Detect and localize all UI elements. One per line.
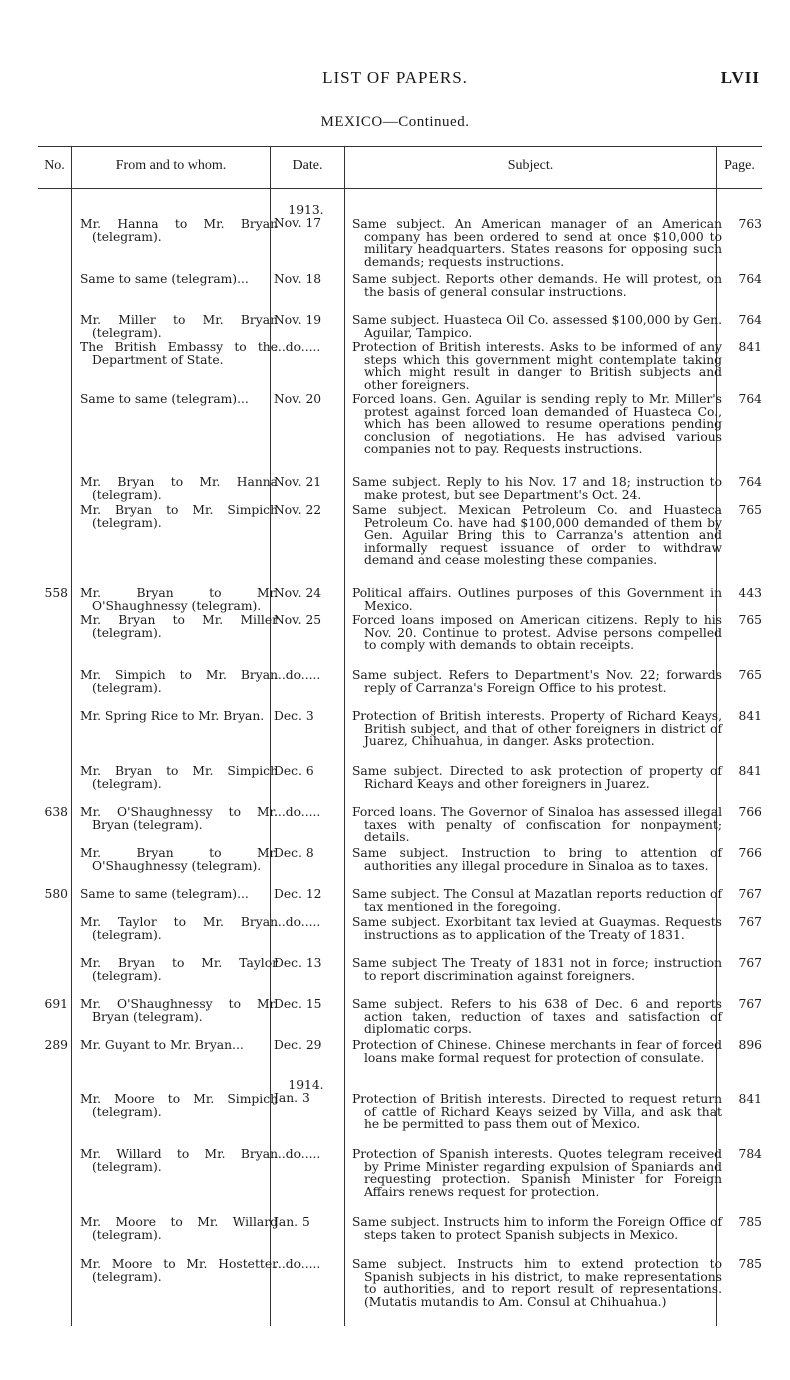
entry-page: 767 [738,997,762,1011]
page-title: LIST OF PAPERS. [322,68,468,87]
entry-from-to: Mr. Moore to Mr. Hostetter (telegram). [80,1257,278,1284]
column-divider-1 [71,146,72,1326]
entry-date: Nov. 24 [274,586,322,600]
entry-date: Nov. 25 [274,613,322,627]
header-subject: Subject. [507,158,554,173]
entry-subject: Protection of British interests. Property of Richard Keays, British subject, and that of other foreigners in district of Juarez, Chihuahua, in danger. Asks protection. [352,709,722,749]
entry-page: 766 [738,805,762,819]
entry-from-to: The British Embassy to the Department of State. [80,340,278,367]
table-top-rule [38,146,762,147]
entry-subject: Same subject. Exorbitant tax levied at Guaymas. Requests instructions as to application of the Treaty of 1831. [352,915,722,942]
entry-from-to: Mr. Bryan to Mr. Simpich (telegram). [80,764,278,791]
entry-subject: Same subject. Instructs him to inform the Foreign Office of steps taken to protect Spanish subjects in Mexico. [352,1215,722,1242]
entry-page: 764 [738,475,762,489]
entry-date: ...do..... [274,340,321,354]
entry-number: 638 [44,805,68,819]
entry-subject: Same subject. Reports other demands. He will protest, on the basis of general consular instructions. [352,272,722,299]
entry-date: 1914. Jan. 3 [274,1079,338,1104]
entry-page: 765 [738,613,762,627]
entry-date: Nov. 21 [274,475,322,489]
entry-from-to: Same to same (telegram)... [80,887,249,901]
entry-subject: Same subject. Instructs him to extend protection to Spanish subjects in his district, to make representations to authorities, and to report result of representations. (Mutatis mutandis to Am. Consul at Chihuahua.) [352,1257,722,1309]
entry-subject: Same subject. Directed to ask protection of property of Richard Keays and other foreigners in Juarez. [352,764,722,791]
entry-page: 785 [738,1257,762,1271]
entry-from-to: Mr. Simpich to Mr. Bryan (telegram). [80,668,278,695]
entry-page: 767 [738,915,762,929]
entry-date: ...do..... [274,915,321,929]
entry-page: 785 [738,1215,762,1229]
entry-from-to: Mr. Miller to Mr. Bryan (telegram). [80,313,278,340]
entry-date: ...do..... [274,1147,321,1161]
entry-number: 691 [44,997,68,1011]
table-header-rule [38,188,762,189]
entry-subject: Same subject. The Consul at Mazatlan reports reduction of tax mentioned in the foregoing. [352,887,722,914]
entry-page: 841 [738,1092,762,1106]
entry-date: Nov. 20 [274,392,322,406]
entry-subject: Forced loans imposed on American citizens. Reply to his Nov. 20. Continue to protest. Advise persons compelled to comply with demands to obtain receipts. [352,613,722,653]
entry-from-to: Mr. Moore to Mr. Willard (telegram). [80,1215,278,1242]
entry-date: Nov. 18 [274,272,322,286]
entry-page: 841 [738,709,762,723]
entry-date: Dec. 8 [274,846,314,860]
entry-page: 784 [738,1147,762,1161]
entry-subject: Protection of Chinese. Chinese merchants in fear of forced loans make formal request for protection of consulate. [352,1038,722,1065]
entry-date: ...do..... [274,805,321,819]
section-subtitle: MEXICO—Continued. [320,114,470,130]
entry-from-to: Same to same (telegram)... [80,392,249,406]
entry-page: 764 [738,313,762,327]
entry-subject: Protection of British interests. Asks to be informed of any steps which this government might contemplate taking which might result in danger to British subjects and other foreigners. [352,340,722,392]
header-page: Page. [724,158,755,173]
entry-subject: Same subject. Huasteca Oil Co. assessed $100,000 by Gen. Aguilar, Tampico. [352,313,722,340]
entry-date: Dec. 3 [274,709,314,723]
entry-page: 763 [738,217,762,231]
entry-page: 766 [738,846,762,860]
entry-from-to: Mr. Bryan to Mr. O'Shaughnessy (telegram). [80,846,278,873]
header-date: Date. [292,158,323,173]
entry-date: Dec. 15 [274,997,322,1011]
entry-page: 767 [738,887,762,901]
entry-from-to: Mr. Hanna to Mr. Bryan (telegram). [80,217,278,244]
entry-subject: Same subject. Reply to his Nov. 17 and 18; instruction to make protest, but see Department's Oct. 24. [352,475,722,502]
entry-date: ...do..... [274,1257,321,1271]
header-no: No. [44,158,65,173]
entry-subject: Same subject. Refers to his 638 of Dec. 6 and reports action taken, reduction of taxes and satisfaction of diplomatic corps. [352,997,722,1037]
entry-subject: Same subject The Treaty of 1831 not in force; instruction to report discrimination against foreigners. [352,956,722,983]
entry-number: 580 [44,887,68,901]
entry-page: 841 [738,764,762,778]
header-from: From and to whom. [115,158,227,173]
column-divider-3 [344,146,345,1326]
entry-page: 896 [738,1038,762,1052]
entry-from-to: Mr. Willard to Mr. Bryan (telegram). [80,1147,278,1174]
entry-subject: Protection of Spanish interests. Quotes telegram received by Prime Minister regarding expulsion of Spaniards and requesting protection. Spanish Minister for Foreign Affairs renews request for protection. [352,1147,722,1199]
entry-subject: Political affairs. Outlines purposes of this Government in Mexico. [352,586,722,613]
entry-from-to: Mr. O'Shaughnessy to Mr. Bryan (telegram). [80,805,278,832]
entry-subject: Forced loans. The Governor of Sinaloa has assessed illegal taxes with penalty of confiscation for nonpayment; details. [352,805,722,845]
entry-page: 443 [738,586,762,600]
entry-date: Nov. 19 [274,313,322,327]
entry-page: 765 [738,668,762,682]
entry-subject: Same subject. Instruction to bring to attention of authorities any illegal procedure in Sinaloa as to taxes. [352,846,722,873]
entry-page: 767 [738,956,762,970]
entry-date: 1913. Nov. 17 [274,204,338,229]
entry-number: 558 [44,586,68,600]
entry-date: Dec. 13 [274,956,322,970]
entry-date: Dec. 12 [274,887,322,901]
entry-page: 764 [738,392,762,406]
entry-year: 1914. [288,1078,324,1092]
entry-from-to: Mr. Moore to Mr. Simpich (telegram). [80,1092,278,1119]
entry-from-to: Mr. Bryan to Mr. Miller (telegram). [80,613,278,640]
entry-number: 289 [44,1038,68,1052]
entry-from-to: Mr. Spring Rice to Mr. Bryan. [80,709,265,723]
entry-subject: Forced loans. Gen. Aguilar is sending reply to Mr. Miller's protest against forced loan demanded of Huasteca Co., which has been allowed to resume operations pending conclusion of negotiations. He has advised various companies not to pay. Requests instructions. [352,392,722,457]
entry-date: ...do..... [274,668,321,682]
entry-subject: Same subject. Mexican Petroleum Co. and Huasteca Petroleum Co. have had $100,000 demanded of them by Gen. Aguilar Bring this to Carranza's attention and informally request issuance of order to withdraw demand and cease molesting these companies. [352,503,722,568]
entry-from-to: Mr. Bryan to Mr. O'Shaughnessy (telegram). [80,586,278,613]
entry-subject: Protection of British interests. Directed to request return of cattle of Richard Keays seized by Villa, and ask that he be permitted to pass them out of Mexico. [352,1092,722,1132]
entry-from-to: Mr. O'Shaughnessy to Mr. Bryan (telegram). [80,997,278,1024]
entry-year: 1913. [288,203,324,217]
entry-subject: Same subject. An American manager of an American company has been ordered to send at once $10,000 to military headquarters. States reasons for opposing such demands; requests instructions. [352,217,722,269]
entry-from-to: Mr. Bryan to Mr. Simpich (telegram). [80,503,278,530]
entry-page: 841 [738,340,762,354]
entry-page: 764 [738,272,762,286]
entry-from-to: Mr. Bryan to Mr. Taylor (telegram). [80,956,278,983]
entry-date: Dec. 29 [274,1038,322,1052]
table-header [38,148,762,188]
entry-page: 765 [738,503,762,517]
entry-from-to: Same to same (telegram)... [80,272,249,286]
entry-from-to: Mr. Guyant to Mr. Bryan... [80,1038,244,1052]
entry-from-to: Mr. Taylor to Mr. Bryan (telegram). [80,915,278,942]
page-header [0,68,790,90]
page-number: LVII [720,68,760,87]
entry-subject: Same subject. Refers to Department's Nov. 22; forwards reply of Carranza's Foreign Office to his protest. [352,668,722,695]
entry-date: Nov. 22 [274,503,322,517]
entry-date: Jan. 5 [274,1215,310,1229]
entry-from-to: Mr. Bryan to Mr. Hanna (telegram). [80,475,278,502]
entry-date: Dec. 6 [274,764,314,778]
